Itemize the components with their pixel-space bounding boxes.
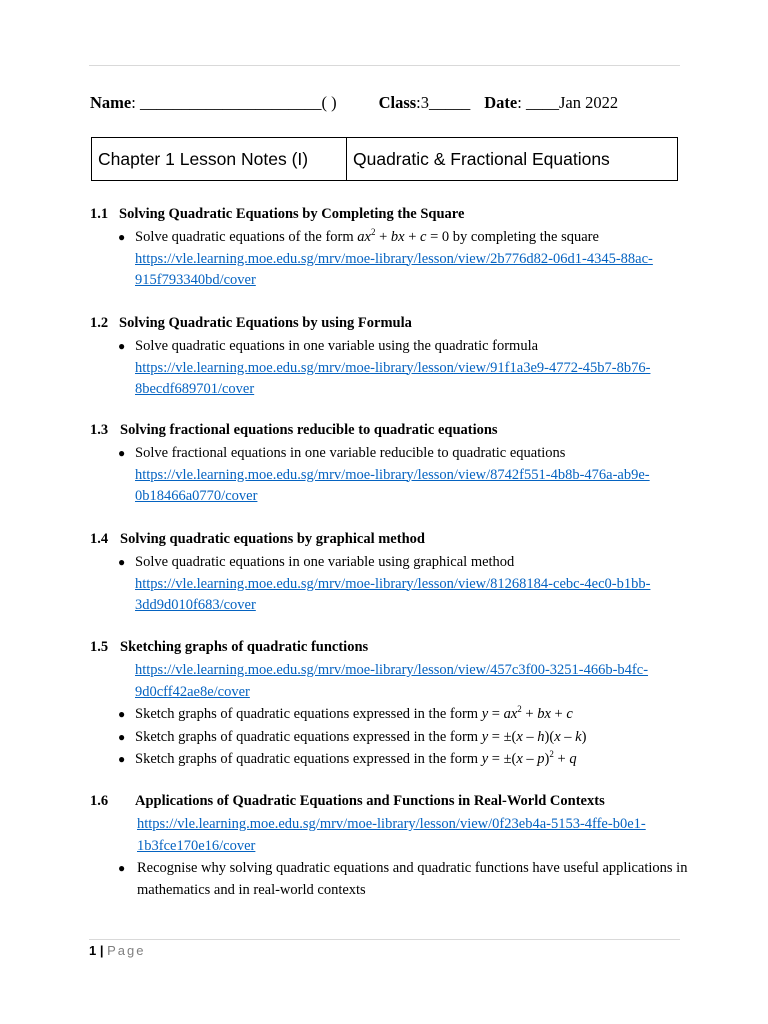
list-item [90, 749, 690, 771]
page-label: Page [107, 943, 146, 958]
bullet-icon: ● [118, 752, 126, 766]
section-1-3 [90, 421, 690, 508]
objective-text: Recognise why solving quadratic equations and quadratic functions have useful applications in mathematics and in real-world contexts [137, 860, 688, 898]
section-title: Solving fractional equations reducible to quadratic equations [120, 422, 498, 438]
section-1-6 [90, 792, 690, 901]
bullet-icon: ● [118, 230, 126, 244]
section-number: 1.2 [90, 315, 109, 331]
section-heading [90, 792, 690, 810]
section-title: Applications of Quadratic Equations and Functions in Real-World Contexts [135, 793, 605, 809]
header-rule [89, 65, 680, 66]
page-number: 1 [89, 943, 97, 958]
class-label: Class [378, 93, 417, 112]
section-heading [90, 638, 690, 656]
list-item [90, 858, 690, 901]
list-item [90, 552, 690, 574]
section-title: Solving quadratic equations by graphical method [120, 531, 425, 547]
section-number: 1.1 [90, 206, 109, 222]
objective-text: Solve quadratic equations in one variable using graphical method [135, 554, 515, 570]
lesson-link[interactable]: https://vle.learning.moe.edu.sg/mrv/moe-library/lesson/view/0f23eb4a-5153-4ffe-b0e1-1b3fce170e16/cover [137, 816, 646, 854]
section-1-5 [90, 638, 690, 771]
section-number: 1.5 [90, 639, 109, 655]
objective-text: Solve fractional equations in one variable reducible to quadratic equations [135, 445, 566, 461]
chapter-title: Chapter 1 Lesson Notes (I) [92, 138, 347, 180]
section-heading [90, 205, 690, 223]
list-item [90, 227, 690, 249]
section-1-1 [90, 205, 690, 292]
list-item [90, 704, 690, 726]
section-1-2 [90, 314, 690, 401]
name-label: Name [90, 93, 132, 112]
bullet-icon: ● [118, 861, 126, 875]
list-item [90, 727, 690, 749]
bullet-icon: ● [118, 339, 126, 353]
bullet-icon: ● [118, 729, 126, 744]
objective-text: Sketch graphs of quadratic equations expressed in the form $y = ax^2$ + bx + c [135, 704, 573, 722]
lesson-link[interactable]: https://vle.learning.moe.edu.sg/mrv/moe-library/lesson/view/457c3f00-3251-466b-b4fc-9d0cff42ae8e/cover [135, 662, 649, 700]
student-info-line [90, 93, 690, 113]
section-title: Solving Quadratic Equations by using Formula [119, 315, 412, 331]
bullet-icon: ● [118, 707, 126, 721]
date-label: Date [484, 93, 518, 112]
section-title: Solving Quadratic Equations by Completing the Square [119, 206, 465, 222]
section-1-4 [90, 530, 690, 617]
list-item [90, 336, 690, 358]
list-item [90, 443, 690, 465]
objective-text: Solve quadratic equations in one variable using the quadratic formula [135, 338, 539, 354]
section-number: 1.3 [90, 422, 109, 438]
objective-text: Sketch graphs of quadratic equations expressed in the form y = ±(x – p)$^2$ + q [135, 749, 577, 767]
page-footer [89, 943, 146, 958]
footer-rule [89, 939, 680, 940]
lesson-link[interactable]: https://vle.learning.moe.edu.sg/mrv/moe-library/lesson/view/81268184-cebc-4ec0-b1bb-3dd9d010f683/cover [135, 575, 651, 613]
name-field[interactable]: : ______________________( ) [131, 93, 337, 112]
section-heading [90, 314, 690, 332]
section-number: 1.4 [90, 531, 109, 547]
chapter-title-box [91, 137, 678, 181]
bullet-icon: ● [118, 446, 126, 460]
section-heading [90, 421, 690, 439]
objective-text: Sketch graphs of quadratic equations expressed in the form y = ±(x – h)(x – k) [135, 728, 587, 745]
lesson-link[interactable]: https://vle.learning.moe.edu.sg/mrv/moe-library/lesson/view/2b776d82-06d1-4345-88ac-915f793340bd/cover [135, 250, 653, 288]
section-number: 1.6 [90, 793, 109, 809]
footer-separator: | [99, 943, 104, 958]
chapter-topic: Quadratic & Fractional Equations [353, 148, 610, 169]
lesson-link[interactable]: https://vle.learning.moe.edu.sg/mrv/moe-library/lesson/view/91f1a3e9-4772-45b7-8b76-8becdf689701/cover [135, 359, 651, 397]
lesson-link[interactable]: https://vle.learning.moe.edu.sg/mrv/moe-library/lesson/view/8742f551-4b8b-476a-ab9e-0b18466a0770/cover [135, 466, 650, 504]
section-heading [90, 530, 690, 548]
date-field[interactable]: : ____Jan 2022 [517, 93, 619, 112]
section-title: Sketching graphs of quadratic functions [120, 639, 369, 655]
bullet-icon: ● [118, 555, 126, 569]
objective-text: Solve quadratic equations of the form $ax^2$ + bx + c = 0 by completing the square [135, 227, 599, 245]
class-field[interactable]: :3_____ [416, 93, 471, 112]
